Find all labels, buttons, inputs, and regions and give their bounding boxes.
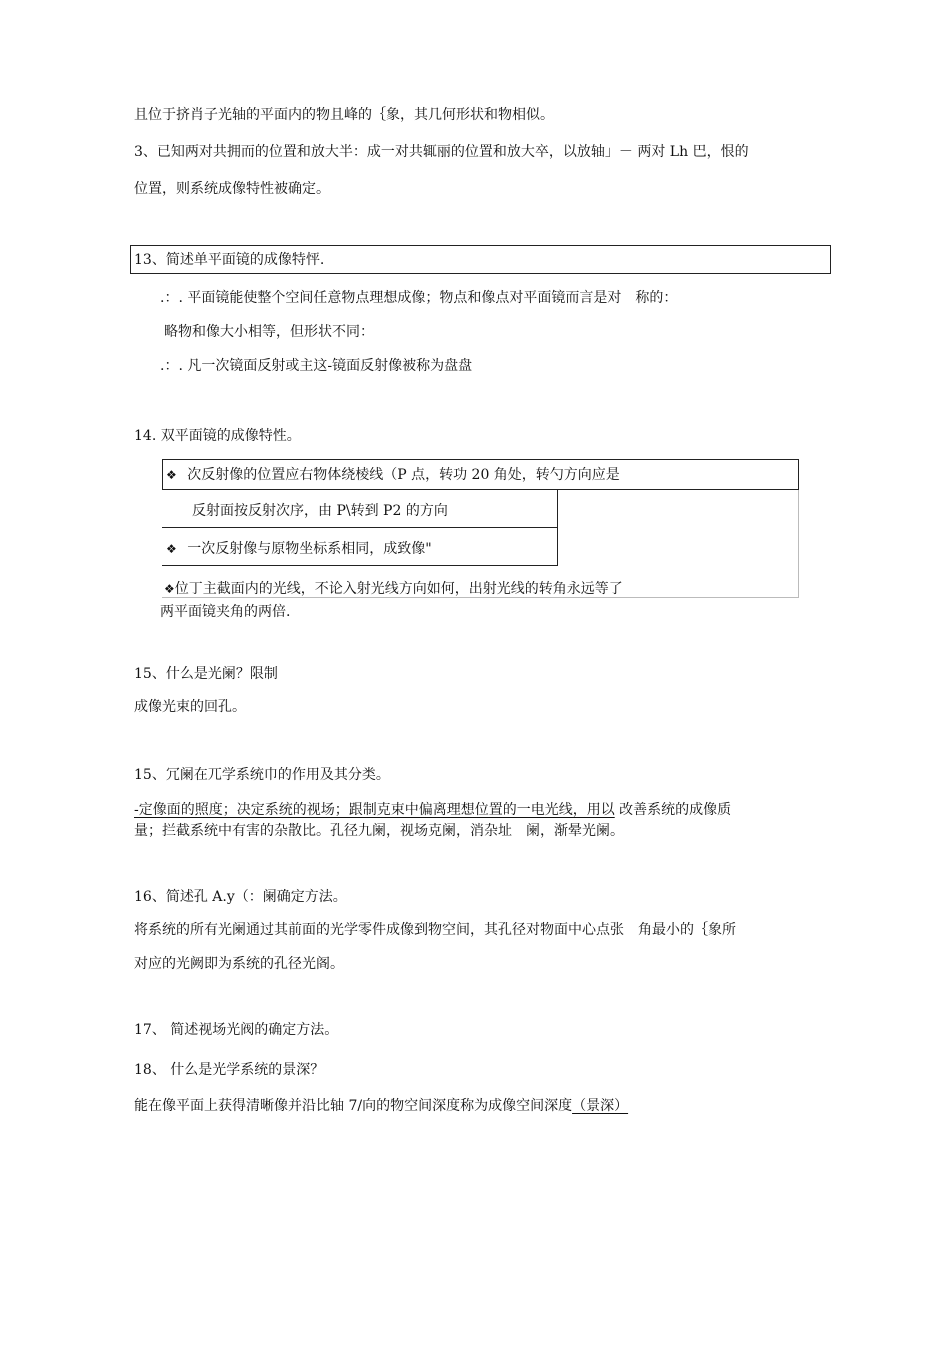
q15b-answer-2: 量；拦截系统中有害的杂散比。孔径九阑，视场克阑，消杂址 阑，渐晕光阑。	[134, 823, 624, 839]
q14-table-right-edge	[798, 490, 799, 598]
q14-row-1: ❖ 次反射像的位置应右物体绕棱线（P 点，转功 20 角处，转勺方向应是	[166, 467, 620, 483]
q13-heading-box	[130, 245, 831, 274]
q13-answer-3: .：. 凡一次镜面反射或主这-镜面反射像被称为盘盘	[160, 358, 473, 374]
q14-row-2: 反射面按反射次序，由 P\转到 P2 的方向	[192, 503, 448, 519]
q14-row-5: 两平面镜夹角的两倍.	[160, 604, 291, 620]
q18-title: 18、 什么是光学系统的景深？	[134, 1062, 325, 1078]
q14-table-divider	[162, 527, 558, 528]
intro-line-3: 位置，则系统成像特性被确定。	[134, 181, 330, 197]
intro-line-2: 3、已知两对共拥而的位置和放大半：成一对共辄丽的位置和放大卒，以放轴」－ 两对 Lh 巴，恨的	[134, 144, 749, 160]
q14-table-bottom-left	[162, 565, 558, 566]
q13-answer-2: 略物和像大小相等，但形状不同：	[164, 324, 374, 340]
q13-title: 13、简述单平面镜的成像特怦.	[134, 252, 325, 268]
q15b-title: 15、冗阑在兀学系统巾的作用及其分类。	[134, 767, 390, 783]
diamond-bullet-icon: ❖	[166, 468, 177, 482]
q15b-answer-1: -定像面的照度；决定系统的视场；跟制克束中偏离理想位置的一电光线，用以 改善系统的成像质	[134, 802, 732, 818]
q14-title: 14. 双平面镜的成像特性。	[134, 428, 301, 444]
intro-line-1: 且位于挤肖子光轴的平面内的物且峰的｛象，其几何形状和物相似。	[134, 107, 554, 123]
q16-answer-1: 将系统的所有光阑通过其前面的光学零件成像到物空间，其孔径对物面中心点张 角最小的｛象所	[134, 922, 736, 938]
q18-answer: 能在像平面上获得清晰像并沿比轴 7/向的物空间深度称为成像空间深度（景深）	[134, 1098, 629, 1114]
q16-answer-2: 对应的光阙即为系统的孔径光阁。	[134, 956, 344, 972]
diamond-bullet-icon: ❖	[164, 582, 175, 596]
q14-row-4: ❖位丁主截面内的光线，不论入射光线方向如何，出射光线的转角永远等了	[164, 581, 623, 597]
q14-row-3: ❖ 一次反射像与原物坐标系相同，成致像"	[166, 541, 432, 557]
diamond-bullet-icon: ❖	[166, 542, 177, 556]
q14-table-vertical-divider	[557, 490, 558, 566]
q16-title: 16、简述孔 A.y（：阑确定方法。	[134, 889, 347, 905]
q15a-title: 15、什么是光阑？限制	[134, 666, 278, 682]
q15a-answer: 成像光束的回孔。	[134, 699, 246, 715]
q13-answer-1: .：. 平面镜能使整个空间任意物点理想成像；物点和像点对平面镜而言是对 称的：	[160, 290, 678, 306]
q17-title: 17、 简述视场光阀的确定方法。	[134, 1022, 339, 1038]
